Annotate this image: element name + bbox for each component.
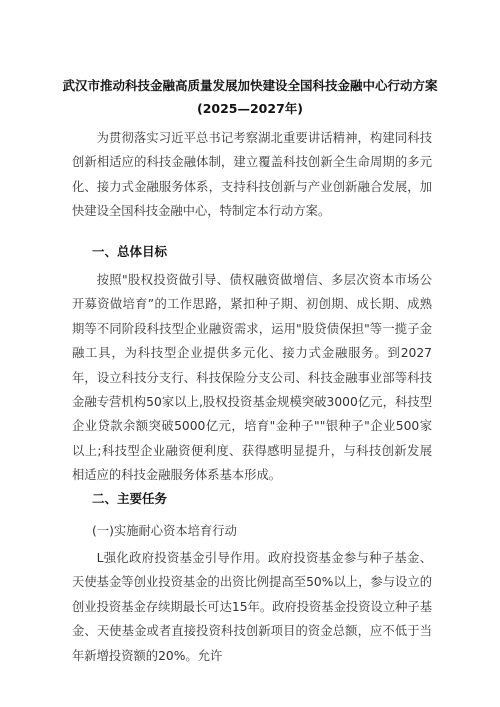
section2-item1-paragraph: L强化政府投资基金引导作用。政府投资基金参与种子基金、天使基金等创业投资基金的出资比例提高至50%以上，参与设立的创业投资基金存续期最长可达15年。政府投资基金投资设立种子基金、天使基金或者直接投资科技创新项目的资金总额，应不低于当年新增投资额的20%。允许	[72, 551, 432, 663]
intro-paragraph: 为贯彻落实习近平总书记考察湖北重要讲话精神，构建同科技创新相适应的科技金融体制，建立覆盖科技创新全生命周期的多元化、接力式金融服务体系，支持科技创新与产业创新融合发展，加快建设全国科技金融中心，特制定本行动方案。	[72, 131, 432, 219]
document-subtitle: (2025—2027年)	[196, 101, 303, 116]
section-heading-overall-goals: 一、总体目标	[92, 244, 168, 259]
section1-paragraph: 按照"股权投资做引导、债权融资做增信、多层次资本市场公开募资做培育”的工作思路，紧扣种子期、初创期、成长期、成熟期等不同阶段科技型企业融资需求，运用"股贷债保担"等一揽子金融工具，为科技型企业提供多元化、接力式金融服务。到2027年，设立科技分支行、科技保险分支公司、科技金融事业部等科技金融专营机构50家以上,股权投资基金规模突破3000亿元，科技型企业贷款余额突破5000亿元，培育"金种子""银种子"企业500家以上;科技型企业融资便利度、获得感明显提升，与科技创新发展相适应的科技金融服务体系基本形成。	[72, 273, 432, 483]
intro-block	[72, 126, 432, 224]
section2-block	[72, 546, 432, 668]
section1-block	[72, 268, 432, 488]
subsection-heading-patient-capital: (一)实施耐心资本培育行动	[92, 524, 237, 538]
document-title: 武汉市推动科技金融高质量发展加快建设全国科技金融中心行动方案	[62, 78, 438, 93]
section-heading-main-tasks: 二、主要任务	[92, 491, 168, 506]
